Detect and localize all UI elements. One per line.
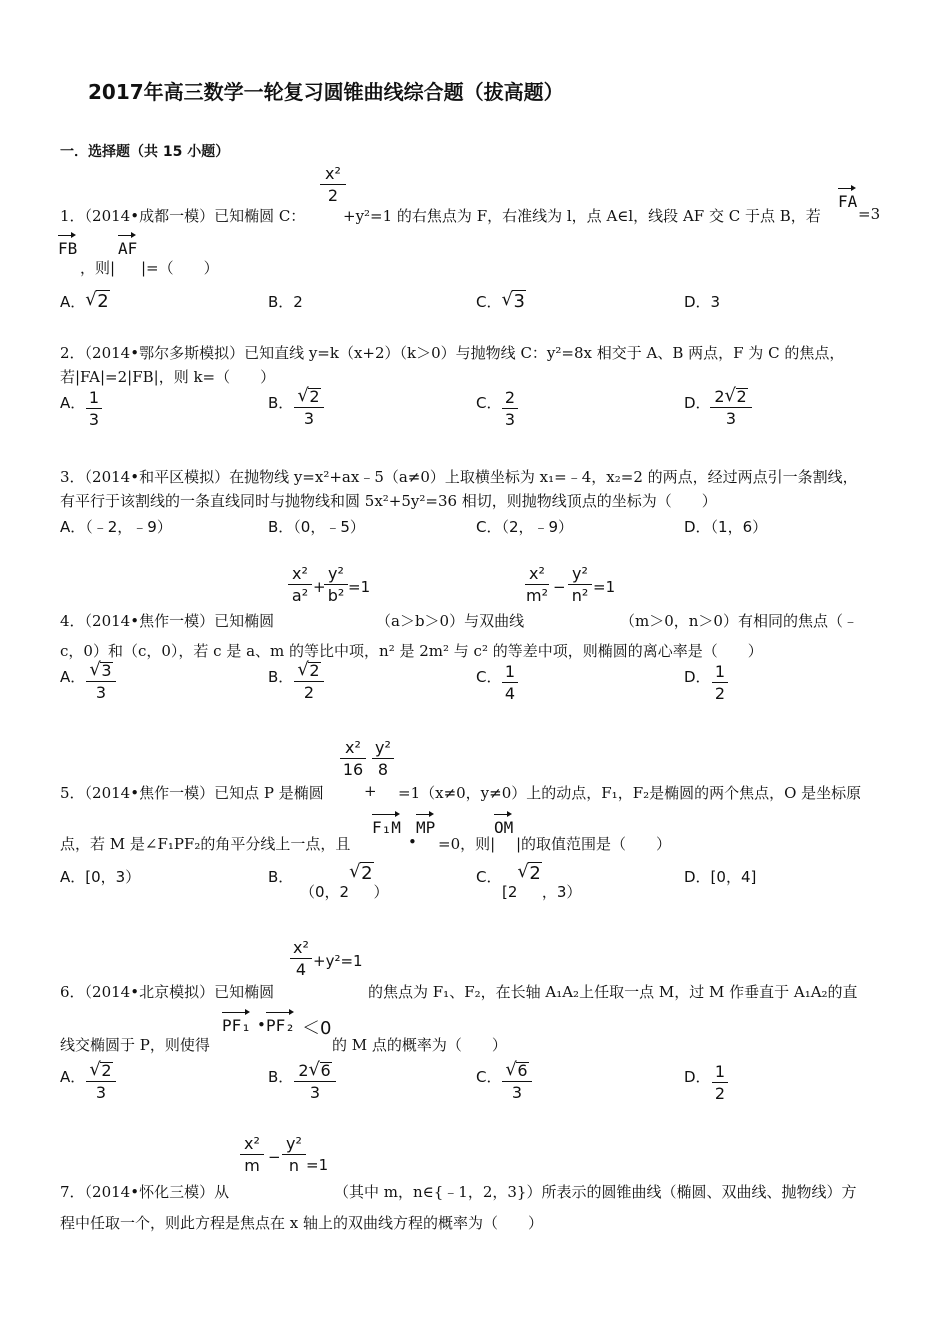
q4-hyperbola-rhs: =1 — [593, 578, 616, 596]
q2-option-d: $\frac{2√ 2}{3}$ — [710, 388, 752, 427]
q1-close: |=（ ） — [141, 259, 219, 277]
q1-option-c: C．√ 3 — [476, 290, 526, 312]
q2-option-c-label: C． — [476, 394, 502, 412]
q1-option-a: A．√ 2 — [60, 290, 110, 312]
q2-line1: 2．（2014•鄂尔多斯模拟）已知直线 y=k（x+2）（k＞0）与抛物线 C：y²=8x 相交于 A、B 两点，F 为 C 的焦点， — [60, 344, 845, 362]
q4-option-a: √ $\frac{3}{3}$ — [86, 662, 116, 701]
q4-ellipse-y-frac: $\frac{\text{y²}}{\text{b²}}$ — [324, 566, 348, 604]
q4-option-d: $\frac{1}{2}$ — [712, 664, 728, 702]
q6-option-d: $\frac{1}{2}$ — [712, 1064, 728, 1102]
q1-option-b: B．2 — [268, 293, 303, 311]
q6-option-c: √ $\frac{6}{3}$ — [502, 1062, 532, 1101]
q3-option-d: D．（1，6） — [684, 518, 768, 536]
q4-hyperbola-minus: − — [553, 578, 566, 596]
q6-option-a-label: A． — [60, 1068, 86, 1086]
q5-option-d: D．[0，4] — [684, 868, 757, 886]
q5-option-b: （0，2√ 2） — [300, 862, 389, 884]
q7-minus: − — [268, 1148, 281, 1166]
q4-part1: 4．（2014•焦作一模）已知椭圆 — [60, 612, 275, 630]
q5-vector-mp: MP — [416, 812, 435, 837]
q5-line2c: |的取值范围是（ ） — [516, 835, 672, 853]
q5-option-a: A．[0，3） — [60, 868, 141, 886]
q3-option-b: B．（0，﹣5） — [268, 518, 365, 536]
q5-vector-f1m: F₁M — [372, 812, 401, 837]
q5-option-b-label: B． — [268, 868, 294, 886]
q6-vector-pf1: PF₁ — [222, 1010, 251, 1035]
q3-line2: 有平行于该割线的一条直线同时与抛物线和圆 5x²+5y²=36 相切，则抛物线顶点的坐标为（ ） — [60, 492, 717, 510]
q1-vector-af: AF — [118, 233, 137, 258]
q7-part2: （其中 m，n∈{﹣1，2，3}）所表示的圆锥曲线（椭圆、双曲线、抛物线）方 — [334, 1183, 857, 1201]
page-title: 2017年高三数学一轮复习圆锥曲线综合题（拔高题） — [88, 80, 564, 104]
q6-equation-rest: +y²=1 — [313, 952, 363, 970]
q4-option-d-label: D． — [684, 668, 711, 686]
q4-option-b: √ $\frac{2}{2}$ — [294, 662, 324, 701]
q6-option-b: $\frac{2√ 6}{3}$ — [294, 1062, 336, 1101]
q4-ellipse-x-frac: $\frac{\text{x²}}{\text{a²}}$ — [288, 566, 312, 604]
q5-y-frac: $\frac{\text{y²}}{8}$ — [372, 740, 394, 778]
q2-option-d-label: D． — [684, 394, 711, 412]
q1-then: ，则| — [80, 259, 116, 277]
q2-option-a-label: A． — [60, 394, 86, 412]
q5-plus: + — [364, 782, 377, 800]
q3-line1: 3．（2014•和平区模拟）在抛物线 y=x²+ax﹣5（a≠0）上取横坐标为 x₁=﹣4，x₂=2 的两点，经过两点引一条割线， — [60, 468, 858, 486]
q5-vector-om: OM — [494, 812, 513, 837]
q1-line1 — [60, 205, 305, 226]
q4-hyperbola-y-frac: $\frac{\text{y²}}{\text{n²}}$ — [568, 566, 592, 604]
q4-option-c: $\frac{1}{4}$ — [502, 664, 518, 702]
q2-option-c: $\frac{2}{3}$ — [502, 390, 518, 428]
q7-y-frac: $\frac{\text{y²}}{n}$ — [282, 1136, 306, 1174]
q5-line2a: 点，若 M 是∠F₁PF₂的角平分线上一点，且 — [60, 835, 351, 853]
q4-ellipse-plus: + — [313, 578, 326, 596]
q6-option-c-label: C． — [476, 1068, 502, 1086]
q5-option-c-label: C． — [476, 868, 502, 886]
q5-line2b: =0，则| — [438, 835, 496, 853]
q5-dot: • — [408, 833, 417, 851]
q7-x-frac: $\frac{\text{x²}}{m}$ — [240, 1136, 264, 1174]
q6-option-a: √ $\frac{2}{3}$ — [86, 1062, 116, 1101]
q1-fraction: $\frac{\text{x²}}{2}$ — [320, 166, 346, 204]
q1-line1-rest: +y²=1 的右焦点为 F，右准线为 l，点 A∈l，线段 AF 交 C 于点 B，若 — [343, 207, 821, 225]
q6-option-b-label: B． — [268, 1068, 294, 1086]
q5-part1: 5．（2014•焦作一模）已知点 P 是椭圆 — [60, 784, 324, 802]
q4-part2: （a＞b＞0）与双曲线 — [376, 612, 525, 630]
section-heading: 一．选择题（共 15 小题） — [60, 144, 230, 160]
q7-part1: 7．（2014•怀化三模）从 — [60, 1183, 230, 1201]
q6-option-d-label: D． — [684, 1068, 711, 1086]
q6-part1: 6．（2014•北京模拟）已知椭圆 — [60, 983, 275, 1001]
q2-option-a: $\frac{1}{3}$ — [86, 390, 102, 428]
q4-line2: c，0）和（c，0），若 c 是 a、m 的等比中项，n² 是 2m² 与 c² 的等差中项，则椭圆的离心率是（ ） — [60, 642, 763, 660]
q7-rhs: =1 — [306, 1156, 329, 1174]
q4-option-c-label: C． — [476, 668, 502, 686]
q3-option-a: A．（﹣2，﹣9） — [60, 518, 172, 536]
q1-vector-fa: FA — [838, 186, 857, 211]
q4-part3: （m＞0，n＞0）有相同的焦点（﹣ — [620, 612, 858, 630]
q1-lead: 1．（2014•成都一模）已知椭圆 C： — [60, 207, 306, 225]
q1-option-d: D．3 — [684, 293, 721, 311]
q6-dot: • — [257, 1016, 266, 1034]
q1-eq3: =3 — [858, 205, 881, 223]
q4-option-b-label: B． — [268, 668, 294, 686]
q2-option-b-label: B． — [268, 394, 294, 412]
q6-part2: 的焦点为 F₁、F₂，在长轴 A₁A₂上任取一点 M，过 M 作垂直于 A₁A₂的直 — [368, 983, 858, 1001]
q4-hyperbola-x-frac: $\frac{\text{x²}}{\text{m²}}$ — [526, 564, 548, 605]
q3-option-c: C．（2，﹣9） — [476, 518, 574, 536]
q4-option-a-label: A． — [60, 668, 86, 686]
q1-vector-fb: FB — [58, 233, 77, 258]
q2-option-b: √ $\frac{2}{3}$ — [294, 388, 324, 427]
q5-x-frac: $\frac{\text{x²}}{16}$ — [340, 740, 366, 778]
q6-line2a: 线交椭圆于 P，则使得 — [60, 1036, 210, 1054]
q7-line2: 程中任取一个，则此方程是焦点在 x 轴上的双曲线方程的概率为（ ） — [60, 1214, 543, 1232]
q6-line2b: 的 M 点的概率为（ ） — [332, 1036, 507, 1054]
q2-line2: 若|FA|=2|FB|，则 k=（ ） — [60, 368, 276, 386]
q5-part2: =1（x≠0，y≠0）上的动点，F₁，F₂是椭圆的两个焦点，O 是坐标原 — [398, 784, 862, 802]
q5-option-c: [2√ 2，3） — [502, 862, 581, 884]
q6-x-frac: $\frac{\text{x²}}{4}$ — [290, 940, 312, 978]
q6-vector-pf2: PF₂ — [266, 1010, 295, 1035]
q4-ellipse-rhs: =1 — [348, 578, 371, 596]
q6-less-than-zero: ＜0 — [302, 1018, 332, 1039]
